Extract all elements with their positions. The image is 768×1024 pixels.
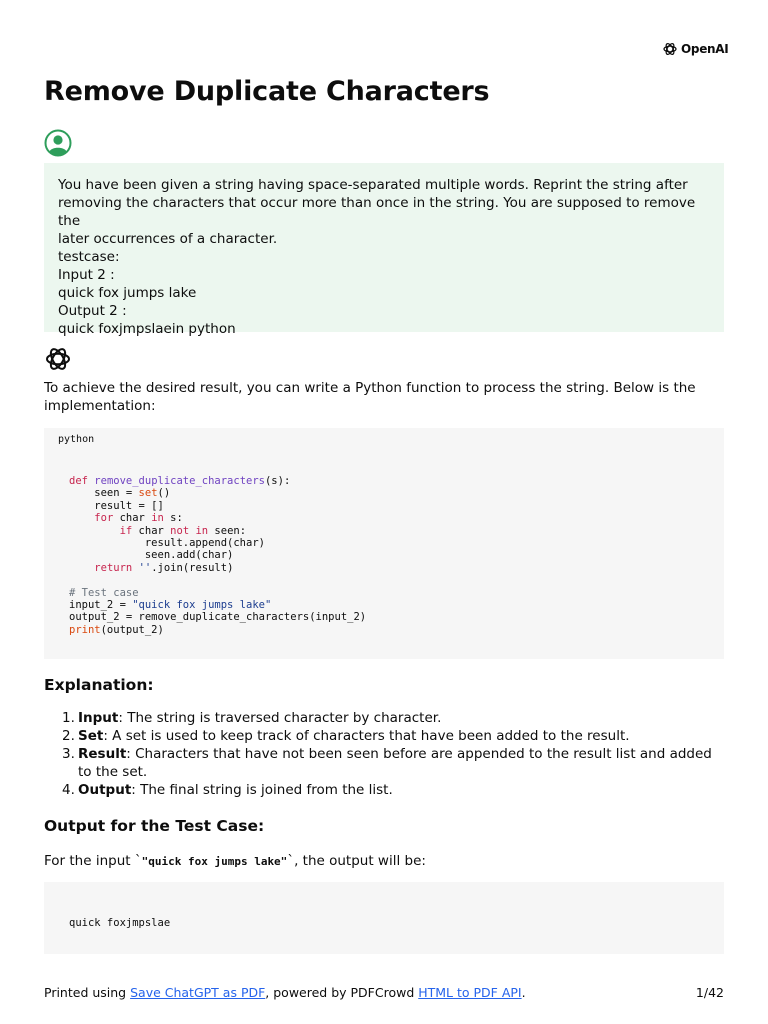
list-text: : The final string is joined from the list. [131, 782, 393, 798]
list-text: : The string is traversed character by character. [118, 710, 442, 726]
output-heading: Output for the Test Case: [44, 817, 265, 835]
output-intro-text: For the input ` [44, 853, 142, 869]
openai-logo-text: OpenAI [681, 42, 729, 56]
output-intro [44, 852, 426, 871]
code-content: def remove_duplicate_characters(s): seen = set() result = [] for char in s: if char not in seen: result.append(char) seen.add(char) return ''.join(result) # Test case input_2 = "quick fox jumps lake" output_2 = remove_duplicate_characters(input_2) print(output_2) [69, 475, 367, 636]
user-avatar [44, 129, 72, 161]
footer-text: Printed using [44, 985, 131, 1000]
prompt-line: testcase: [58, 249, 120, 265]
chatgpt-avatar [44, 345, 72, 377]
list-item [44, 709, 724, 727]
list-term: Output [78, 782, 132, 798]
list-item [44, 781, 724, 799]
output-intro-text: `, the output will be: [287, 853, 426, 869]
list-term: Input [78, 710, 119, 726]
list-text: : A set is used to keep track of characters that have been added to the result. [103, 728, 630, 744]
user-prompt [44, 163, 724, 337]
footer-text: , powered by PDFCrowd [265, 985, 419, 1000]
footer [44, 985, 526, 1001]
prompt-line: Input 2 : [58, 267, 115, 283]
prompt-line: removing the characters that occur more than once in the string. You are supposed to remove the [58, 195, 700, 229]
list-term: Result [78, 746, 127, 762]
output-value: quick foxjmpslae [69, 917, 171, 929]
prompt-line: later occurrences of a character. [58, 231, 278, 247]
explanation-heading: Explanation: [44, 676, 154, 694]
list-number: 4. [62, 782, 75, 798]
openai-icon [662, 41, 678, 57]
output-code-block [44, 882, 724, 954]
page-number: 1/42 [695, 985, 724, 1000]
prompt-line: Output 2 : [58, 303, 127, 319]
prompt-line: quick foxjmpslaein python [58, 321, 236, 337]
code-language-label: python [58, 434, 95, 445]
list-item [44, 727, 724, 745]
inline-code: "quick fox jumps lake" [141, 855, 288, 868]
list-item [44, 745, 724, 781]
save-chatgpt-pdf-link[interactable]: Save ChatGPT as PDF [130, 985, 266, 1000]
footer-text: . [521, 985, 526, 1000]
chatgpt-icon [44, 345, 72, 373]
openai-logo [662, 41, 728, 57]
prompt-line: You have been given a string having space-separated multiple words. Reprint the string after [58, 177, 688, 193]
page-title: Remove Duplicate Characters [44, 76, 490, 107]
user-icon [44, 129, 72, 157]
list-number: 3. [62, 746, 75, 762]
code-block [44, 428, 724, 659]
explanation-list [44, 709, 724, 799]
list-number: 1. [62, 710, 75, 726]
list-term: Set [78, 728, 104, 744]
list-text: : Characters that have not been seen before are appended to the result list and added to the set. [78, 746, 712, 780]
html-to-pdf-api-link[interactable]: HTML to PDF API [418, 985, 522, 1000]
prompt-line: quick fox jumps lake [58, 285, 197, 301]
list-number: 2. [62, 728, 75, 744]
response-intro: To achieve the desired result, you can write a Python function to process the string. Below is the implementation: [44, 380, 696, 414]
